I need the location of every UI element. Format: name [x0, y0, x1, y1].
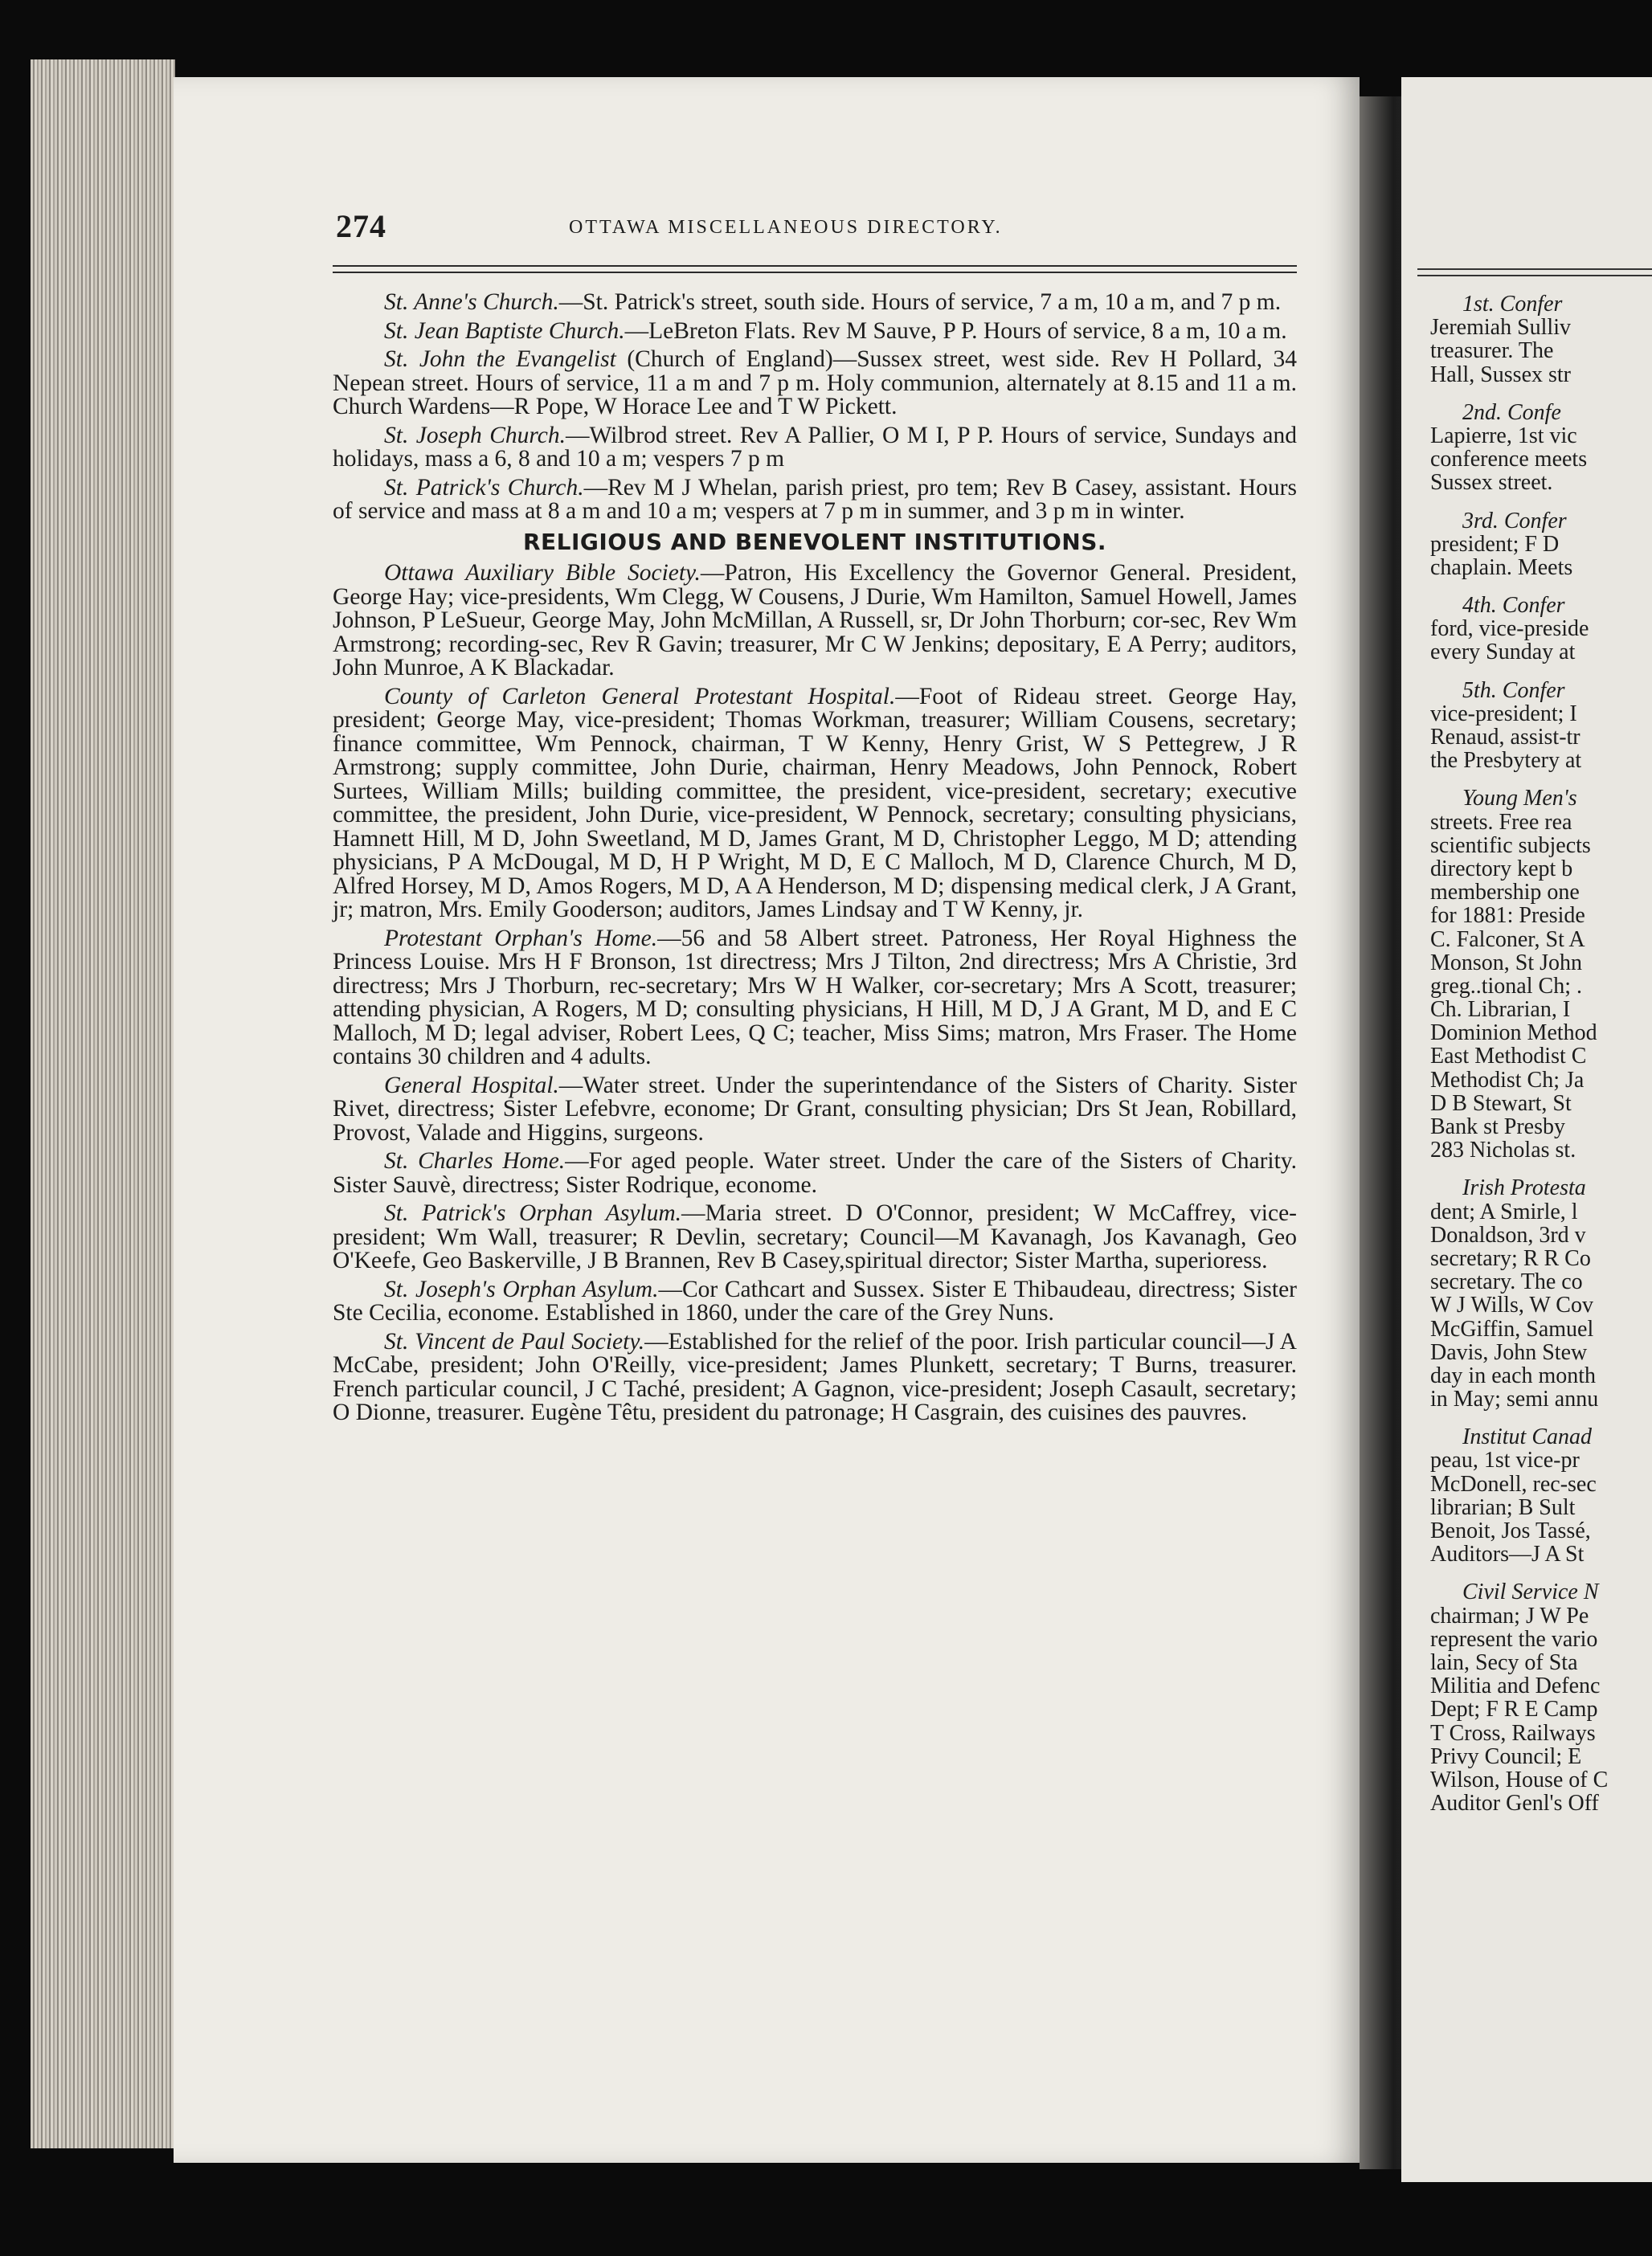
institution-entry	[333, 1150, 1297, 1197]
right-page-line: 2nd. Confe	[1462, 399, 1561, 425]
header-rule-bottom	[333, 272, 1297, 273]
right-page-line: directory kept b	[1430, 856, 1573, 881]
entry-name: St. Patrick's Church.	[384, 474, 584, 501]
right-page-line: treasurer. The	[1430, 338, 1554, 364]
paragraph-gap	[1430, 495, 1652, 509]
right-page-line: president; F D	[1430, 531, 1560, 557]
church-entry	[333, 424, 1297, 472]
right-page-column	[1430, 292, 1652, 1815]
paragraph-gap	[1430, 1566, 1652, 1580]
right-page-line: Jeremiah Sulliv	[1430, 315, 1571, 341]
right-page-line: Ch. Librarian, I	[1430, 997, 1571, 1023]
right-page-line: membership one	[1430, 880, 1580, 905]
entry-text: —For aged people. Water street. Under the care of the Sisters of Charity. Sister Sauvè, directress; Sister Rodrique, econome.	[333, 1148, 1297, 1198]
paragraph-gap	[1430, 664, 1652, 679]
right-page-line: East Methodist C	[1430, 1044, 1587, 1069]
right-page-line: conference meets	[1430, 447, 1588, 472]
right-header-rule-top	[1417, 268, 1652, 270]
right-page-line: day in each month	[1430, 1363, 1597, 1388]
right-page-line: Bank st Presby	[1430, 1114, 1565, 1139]
right-page-line: Wilson, House of C	[1430, 1767, 1609, 1792]
right-page-line: Benoit, Jos Tassé,	[1430, 1518, 1591, 1543]
right-page-line: Dept; F R E Camp	[1430, 1697, 1598, 1723]
entry-name: Ottawa Auxiliary Bible Society.	[384, 560, 701, 586]
entry-text: —Patron, His Excellency the Governor General. President, George Hay; vice-presidents, Wm Clegg, W Cousens, J Durie, Wm Hamilton, Samuel Howell, James Johnson, P LeSueur, George May, John McMillan, A Russell, sr, Dr John Thorburn; cor-sec, Rev Wm Armstrong; recording-sec, Rev R Gavin; treasurer, Mr C W Jenkins; depositary, E A Perry; auditors, John Munroe, A K Blackadar.	[333, 560, 1298, 680]
right-page-line: ford, vice-preside	[1430, 616, 1589, 642]
right-page-line: Sussex street.	[1430, 470, 1553, 496]
right-page-line: Civil Service N	[1462, 1580, 1599, 1605]
entry-text: —St. Patrick's street, south side. Hours of service, 7 a m, 10 a m, and 7 p m.	[558, 289, 1282, 315]
entry-text: —Wilbrod street. Rev A Pallier, O M I, P P. Hours of service, Sundays and holidays, mass a 6, 8 and 10 a m; vespers 7 p m	[333, 422, 1297, 472]
entry-name: St. Joseph's Orphan Asylum.	[384, 1276, 659, 1302]
header-rule-top	[333, 265, 1297, 267]
institution-entry	[333, 1202, 1297, 1273]
entry-name: St. Patrick's Orphan Asylum.	[384, 1200, 682, 1226]
section-heading: RELIGIOUS AND BENEVOLENT INSTITUTIONS.	[522, 528, 1107, 555]
entry-name: St. John the Evangelist	[384, 346, 616, 372]
right-page-line: for 1881: Preside	[1430, 903, 1585, 929]
right-page-line: dent; A Smirle, l	[1430, 1199, 1578, 1224]
right-page-line: Hall, Sussex str	[1430, 362, 1571, 387]
page-number: 274	[336, 208, 386, 244]
right-page-line: secretary; R R Co	[1430, 1245, 1591, 1271]
book-page-edges	[31, 59, 175, 2148]
right-page-line: D B Stewart, St	[1430, 1090, 1572, 1116]
right-page-line: T Cross, Railways	[1430, 1720, 1596, 1746]
entry-text: —Cor Cathcart and Sussex. Sister E Thibaudeau, directress; Sister Ste Cecilia, econome. Established in 1860, under the care of the Grey Nuns.	[333, 1276, 1297, 1326]
right-page-line: Irish Protesta	[1462, 1175, 1586, 1201]
entry-text: —Foot of Rideau street. George Hay, president; George May, vice-president; Thomas Workman, treasurer; William Cousens, secretary; finance committee, Wm Pennock, chairman, T W Kenny, Henry Grist, W S Pettegrew, J R Armstrong; supply committee, John Durie, chairman, Henry Meadows, John Pennock, Robert Surtees, William Mills; building committee, the president, vice-president, secretary; executive committee, the president, John Durie, vice-president, W Pennock, secretary; consulting physicians, Hamnett Hill, M D, John Sweetland, M D, James Grant, M D, Christopher Leggo, M D; attending physicians, P A McDougal, M D, H P Wright, M D, E C Malloch, M D, Clarence Church, M D, Alfred Horsey, M D, Amos Rogers, M D, A A Henderson, M D; dispensing medical clerk, J A Grant, jr; matron, Mrs. Emily Gooderson; auditors, James Lindsay and T W Kenny, jr.	[333, 683, 1297, 922]
church-entry	[333, 317, 1297, 344]
entry-name: Protestant Orphan's Home.	[384, 925, 658, 951]
entry-text: —56 and 58 Albert street. Patroness, Her Royal Highness the Princess Louise. Mrs H F Bronson, 1st directress; Mrs J Tilton, 2nd directress; Mrs A Christie, 3rd directress; Mrs J Thorburn, rec-secretary; Mrs W H Walker, cor-secretary; Mrs A Scott, treasurer; attending physician, A Rogers, M D; consulting physicians, H Hill, M D, J A Grant, M D, and E C Malloch, M D; legal adviser, Robert Lees, Q C; teacher, Miss Sims; matron, Mrs Fraser. The Home contains 30 children and 4 adults.	[333, 925, 1297, 1069]
entry-text: (Church of England)—Sussex street, west side. Rev H Pollard, 34 Nepean street. Hours of service, 11 a m and 7 p m. Holy communion, alternately at 8.15 and 11 a m. Church Wardens—R Pope, W Horace Lee and T W Pickett.	[333, 346, 1297, 419]
right-page-line: Dominion Method	[1430, 1020, 1597, 1046]
right-page-line: Donaldson, 3rd v	[1430, 1222, 1586, 1248]
right-page-line: the Presbytery at	[1430, 748, 1582, 774]
entry-text: —Maria street. D O'Connor, president; W McCaffrey, vice-president; Wm Wall, treasurer; R Devlin, secretary; Council—M Kavanagh, Jos Kavanagh, Geo O'Keefe, Geo Baskerville, J B Brannen, Rev B Casey,spiritual director; Sister Martha, superioress.	[333, 1200, 1297, 1273]
entry-text: —LeBreton Flats. Rev M Sauve, P P. Hours of service, 8 a m, 10 a m.	[624, 317, 1287, 344]
right-page-line: chairman; J W Pe	[1430, 1603, 1589, 1629]
institution-entry	[333, 927, 1297, 1069]
right-page-line: 4th. Confer	[1462, 593, 1565, 619]
entry-name: St. Anne's Church.	[384, 289, 559, 315]
right-page-line: represent the vario	[1430, 1626, 1598, 1652]
right-page-line: Methodist Ch; Ja	[1430, 1067, 1585, 1093]
right-page-line: in May; semi annu	[1430, 1387, 1599, 1412]
entry-name: St. Jean Baptiste Church.	[384, 317, 625, 344]
right-page-line: Privy Council; E	[1430, 1743, 1582, 1769]
entry-name: County of Carleton General Protestant Hospital.	[384, 683, 896, 709]
right-page-line: 283 Nicholas st.	[1430, 1138, 1576, 1163]
right-page-line: vice-president; I	[1430, 701, 1577, 726]
paragraph-gap	[1430, 772, 1652, 787]
paragraph-gap	[1430, 386, 1652, 401]
right-page-line: streets. Free rea	[1430, 809, 1572, 835]
right-page-line: greg..tional Ch; .	[1430, 973, 1582, 999]
church-entry	[333, 476, 1297, 524]
right-page-line: Monson, St John	[1430, 950, 1583, 975]
right-page-line: scientific subjects	[1430, 832, 1591, 858]
right-page-line: secretary. The co	[1430, 1269, 1583, 1295]
entry-name: St. Joseph Church.	[384, 422, 566, 448]
paragraph-gap	[1430, 1162, 1652, 1176]
institution-entry	[333, 1074, 1297, 1146]
right-page-line: every Sunday at	[1430, 640, 1576, 665]
right-page-line: chaplain. Meets	[1430, 554, 1573, 580]
right-page-line: 5th. Confer	[1462, 677, 1565, 703]
institution-entry	[333, 685, 1297, 922]
right-header-rule-bottom	[1417, 275, 1652, 276]
entry-name: St. Vincent de Paul Society.	[384, 1328, 645, 1355]
entry-text: —Rev M J Whelan, parish priest, pro tem; Rev B Casey, assistant. Hours of service and mass at 8 a m and 10 a m; vespers at 7 p m in summer, and 3 p m in winter.	[333, 474, 1297, 524]
right-page-line: Institut Canad	[1462, 1424, 1593, 1450]
right-page-line: 3rd. Confer	[1462, 508, 1567, 533]
entry-text: —Water street. Under the superintendance of the Sisters of Charity. Sister Rivet, directress; Sister Lefebvre, econome; Dr Grant, consulting physician; Drs St Jean, Robillard, Provost, Valade and Higgins, surgeons.	[333, 1072, 1297, 1146]
right-page-line: Militia and Defenc	[1430, 1674, 1601, 1699]
right-page	[1401, 77, 1652, 2182]
running-head: OTTAWA MISCELLANEOUS DIRECTORY.	[569, 217, 1003, 238]
right-page-line: Renaud, assist-tr	[1430, 725, 1580, 750]
directory-content	[333, 291, 1297, 1430]
paragraph-gap	[1430, 579, 1652, 594]
right-page-line: Lapierre, 1st vic	[1430, 423, 1577, 448]
right-page-line: lain, Secy of Sta	[1430, 1649, 1578, 1675]
institution-entry	[333, 562, 1297, 680]
right-page-line: Auditor Genl's Off	[1430, 1791, 1599, 1817]
right-page-line: C. Falconer, St A	[1430, 926, 1585, 952]
entry-name: St. Charles Home.	[384, 1148, 566, 1174]
right-page-line: peau, 1st vice-pr	[1430, 1448, 1580, 1473]
church-entry	[333, 348, 1297, 419]
right-page-line: librarian; B Sult	[1430, 1494, 1576, 1520]
entry-text: —Established for the relief of the poor. Irish particular council—J A McCabe, president; John O'Reilly, vice-president; James Plunkett, secretary; T Burns, treasurer. French particular council, J C Taché, president; A Gagnon, vice-president; Joseph Casault, secretary; O Dionne, treasurer. Eugène Têtu, president du patronage; H Casgrain, des cuisines des pauvres.	[333, 1328, 1297, 1425]
paragraph-gap	[1430, 1411, 1652, 1425]
right-page-line: Young Men's	[1462, 786, 1577, 811]
entry-name: General Hospital.	[384, 1072, 559, 1098]
right-page-line: W J Wills, W Cov	[1430, 1293, 1593, 1318]
right-page-line: 1st. Confer	[1462, 292, 1563, 317]
right-page-line: Davis, John Stew	[1430, 1339, 1588, 1365]
page-header	[336, 207, 1292, 247]
right-page-line: Auditors—J A St	[1430, 1542, 1585, 1567]
right-page-line: McDonell, rec-sec	[1430, 1471, 1597, 1497]
institution-entry	[333, 1278, 1297, 1326]
right-page-line: McGiffin, Samuel	[1430, 1316, 1594, 1342]
church-entry	[333, 291, 1297, 315]
institution-entry	[333, 1330, 1297, 1425]
